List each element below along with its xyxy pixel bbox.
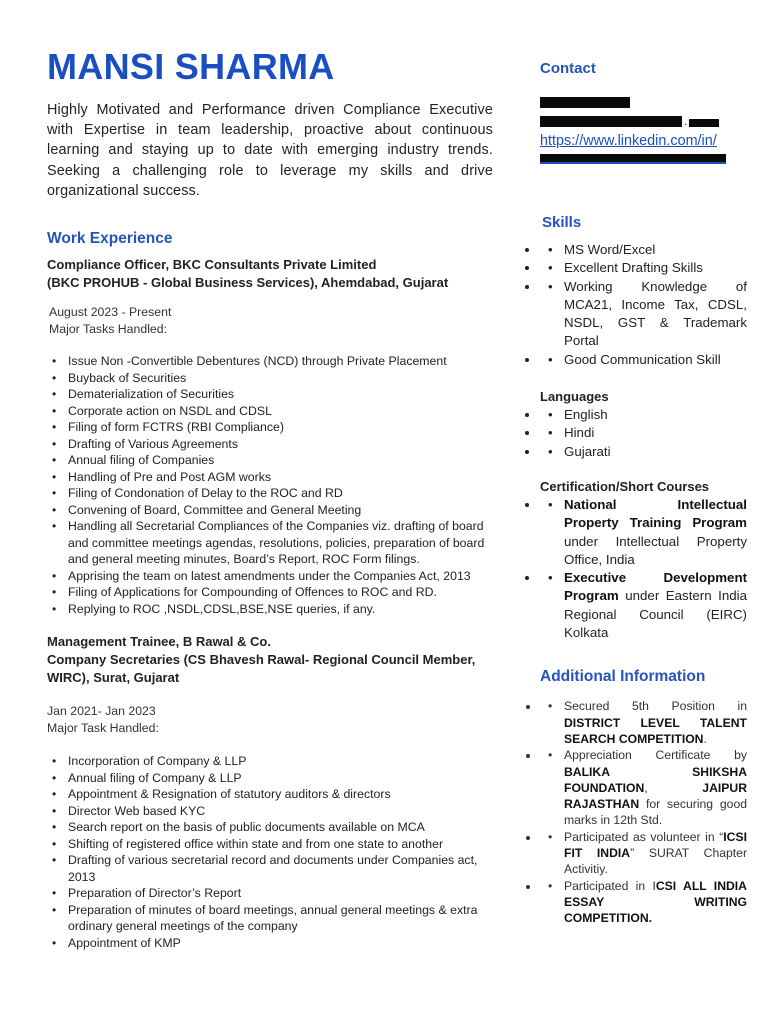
list-item <box>540 829 747 878</box>
contact-heading: Contact <box>540 60 596 77</box>
list-item: • Preparation of Director’s Report <box>47 885 493 902</box>
certifications-heading: Certification/Short Courses <box>540 478 710 494</box>
list-item: • Handling all Secretarial Compliances of the Companies viz. drafting of board and committee meetings agendas, resolutions, policies, preparation of board and general meeting minutes, Board’s Report, ROC Form filings. <box>47 518 493 568</box>
bold-fragment: DISTRICT LEVEL TALENT SEARCH COMPETITION <box>564 715 747 746</box>
list-item: • Filing of Condonation of Delay to the ROC and RD <box>47 485 493 502</box>
text-fragment: . <box>703 731 707 746</box>
cert-issuer: under Eastern India Regional Council (EIRC) Kolkata <box>564 588 747 641</box>
skills-heading: Skills <box>542 214 582 231</box>
list-item: • • Hindi <box>540 424 747 442</box>
list-item <box>540 496 747 569</box>
job1-title-line1: Compliance Officer, BKC Consultants Private Limited <box>47 257 377 273</box>
job1-title-line2: (BKC PROHUB - Global Business Services), Ahemdabad, Gujarat <box>47 275 449 291</box>
list-item: • Issue Non -Convertible Debentures (NCD) through Private Placement <box>47 353 493 370</box>
list-item <box>540 747 747 828</box>
work-experience-heading: Work Experience <box>47 230 173 248</box>
redacted-email-tail <box>689 119 719 127</box>
job2-dates: Jan 2021- Jan 2023 <box>47 704 156 719</box>
list-item: • Convening of Board, Committee and General Meeting <box>47 502 493 519</box>
bold-fragment: CSI ALL INDIA ESSAY WRITING COMPETITION. <box>564 878 747 926</box>
job2-title-line1: Management Trainee, B Rawal & Co. <box>47 634 271 650</box>
profile-summary: Highly Motivated and Performance driven Compliance Executive with Expertise in team leadership, proactive about continuous learning and staying up to date with emerging industry trends. Seeking a challenging role to leverage my skills and drive organizational success. <box>47 102 493 199</box>
bold-fragment: JAIPUR RAJASTHAN <box>564 780 747 812</box>
list-item: • Shifting of registered office within state and from one state to another <box>47 836 493 853</box>
linkedin-link[interactable]: https://www.linkedin.com/in/ <box>540 133 717 149</box>
job2-title <box>47 633 493 687</box>
certifications-list <box>540 496 747 642</box>
job2-tasks-label: Major Task Handled: <box>47 720 159 735</box>
list-item: • Drafting of Various Agreements <box>47 436 493 453</box>
list-item: • Replying to ROC ,NSDL,CDSL,BSE,NSE queries, if any. <box>47 601 493 618</box>
text-fragment: Secured 5th Position in <box>564 699 747 714</box>
text-fragment: Participated as volunteer in “ <box>564 829 724 844</box>
left-column <box>47 46 493 951</box>
right-column <box>540 60 747 927</box>
list-item: • Incorporation of Company & LLP <box>47 753 493 770</box>
cert-issuer: under Intellectual Property Office, India <box>564 533 747 567</box>
job1-meta <box>49 304 493 337</box>
redacted-email-dot: . <box>684 114 688 128</box>
job1-tasks-label: Major Tasks Handled: <box>49 321 168 336</box>
list-item <box>540 878 747 927</box>
list-item: • Preparation of minutes of board meetings, annual general meetings & extra ordinary general meetings of the company <box>47 902 493 935</box>
job1-task-list <box>47 353 493 617</box>
list-item: • Corporate action on NSDL and CDSL <box>47 403 493 420</box>
list-item: • Annual filing of Companies <box>47 452 493 469</box>
redacted-email <box>540 116 747 127</box>
list-item: • • Good Communication Skill <box>540 351 747 369</box>
job2-meta <box>47 703 493 736</box>
list-item <box>540 569 747 642</box>
list-item: • Filing of form FCTRS (RBI Compliance) <box>47 419 493 436</box>
list-item: • Buyback of Securities <box>47 370 493 387</box>
list-item: • Filing of Applications for Compounding of Offences to ROC and RD. <box>47 584 493 601</box>
list-item: • • MS Word/Excel <box>540 241 747 259</box>
languages-heading: Languages <box>540 389 609 405</box>
cert-name: National Intellectual Property Training Program <box>564 496 747 531</box>
list-item: • • Excellent Drafting Skills <box>540 259 747 277</box>
text-fragment: Participated in I <box>564 878 656 893</box>
list-item: • Drafting of various secretarial record and documents under Companies act, 2013 <box>47 852 493 885</box>
list-item: • • Working Knowledge of MCA21, Income Tax, CDSL, NSDL, GST & Trademark Portal <box>540 278 747 351</box>
list-item: • Dematerialization of Securities <box>47 386 493 403</box>
list-item: • Annual filing of Company & LLP <box>47 770 493 787</box>
list-item: • Appointment of KMP <box>47 935 493 952</box>
list-item: • • English <box>540 406 747 424</box>
bold-fragment: BALIKA SHIKSHA FOUNDATION <box>564 764 747 795</box>
additional-info-list <box>540 698 747 926</box>
text-fragment: ” SURAT Chapter Activitiy. <box>564 846 747 877</box>
skills-list <box>540 241 747 369</box>
languages-list <box>540 406 747 461</box>
text-fragment: , <box>644 780 703 795</box>
list-item: • • Gujarati <box>540 443 747 461</box>
redacted-phone <box>540 97 630 108</box>
additional-info-heading: Additional Information <box>540 668 706 686</box>
cert-name: Executive Development Program <box>564 570 747 604</box>
candidate-name: MANSI SHARMA <box>47 46 335 87</box>
list-item <box>540 698 747 747</box>
list-item: • Appointment & Resignation of statutory auditors & directors <box>47 786 493 803</box>
list-item: • Handling of Pre and Post AGM works <box>47 469 493 486</box>
redacted-linkedin-handle <box>540 154 726 164</box>
list-item: • Apprising the team on latest amendments under the Companies Act, 2013 <box>47 568 493 585</box>
bold-fragment: ICSI FIT INDIA <box>564 829 747 861</box>
list-item: • Director Web based KYC <box>47 803 493 820</box>
job2-task-list <box>47 753 493 951</box>
list-item: • Search report on the basis of public documents available on MCA <box>47 819 493 836</box>
job1-title <box>47 256 493 292</box>
job1-dates: August 2023 - Present <box>49 305 172 320</box>
text-fragment: for securing good marks in 12th Std. <box>564 797 747 828</box>
redacted-email-block <box>540 116 682 127</box>
text-fragment: Appreciation Certificate by <box>564 748 747 763</box>
job2-title-line2: Company Secretaries (CS Bhavesh Rawal- Regional Council Member, WIRC), Surat, Gujarat <box>47 652 476 686</box>
